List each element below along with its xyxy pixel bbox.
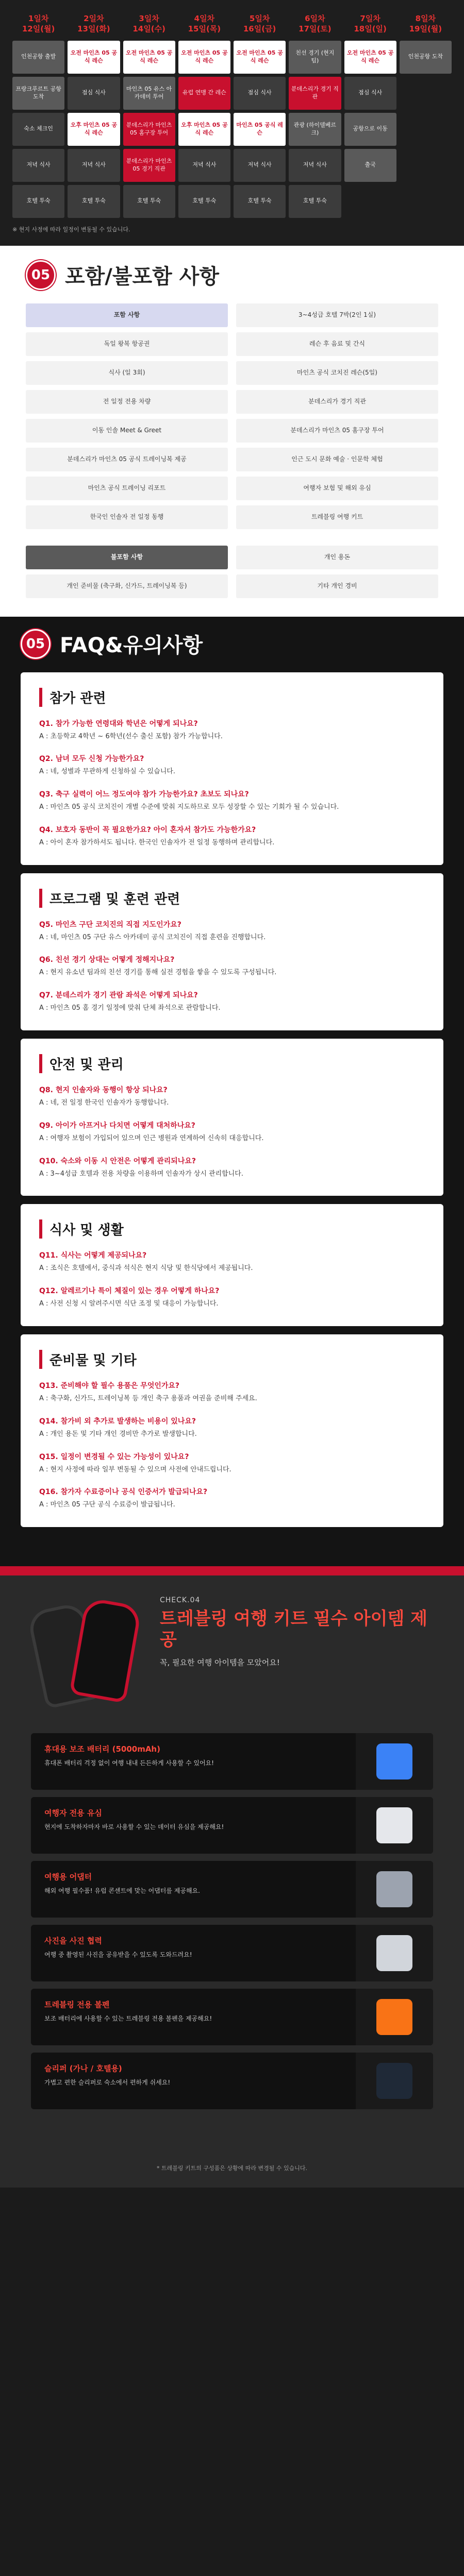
- day-label: 6일차: [305, 14, 325, 23]
- kit-item-desc: 보조 배터리에 사용할 수 있는 트레블링 전용 볼펜을 제공해요!: [44, 2015, 212, 2023]
- kit-item: [31, 1989, 433, 2045]
- kit-item-icon: [376, 1935, 412, 1971]
- schedule-cell: 점심 식사: [344, 77, 396, 110]
- faq-answer: A : 아이 혼자 참가하셔도 됩니다. 한국인 인솔자가 전 일정 동행하며 관리합니다.: [39, 838, 275, 846]
- include-item: 여행자 보험 및 해외 유심: [236, 477, 438, 500]
- schedule-cell: 분데스리가 마인츠 05 경기 직관: [123, 149, 175, 182]
- faq-question: Q4. 보호자 동반이 꼭 필요한가요? 아이 혼자서 참가도 가능한가요?: [39, 825, 256, 834]
- faq-card: [21, 672, 443, 865]
- schedule-cell: 저녁 식사: [178, 149, 230, 182]
- faq-card: [21, 1334, 443, 1527]
- faq-question: Q1. 참가 가능한 연령대와 학년은 어떻게 되나요?: [39, 719, 198, 728]
- kit-header: [31, 1596, 433, 1715]
- mainz05-logo-icon: 05: [26, 260, 56, 290]
- kit-item-image: [356, 1989, 433, 2045]
- day-label: 4일차: [194, 14, 215, 23]
- kit-subtitle: 꼭, 필요한 여행 아이템을 모았어요!: [160, 1657, 280, 1667]
- schedule-cell: 출국: [344, 149, 396, 182]
- schedule-cell: 프랑크푸르트 공항 도착: [12, 77, 64, 110]
- kit-item-text: [31, 1989, 356, 2045]
- include-grid: [26, 303, 438, 529]
- include-item: 분데스리가 경기 직관: [236, 390, 438, 414]
- schedule-cell: [344, 185, 396, 218]
- schedule-cell: 숙소 체크인: [12, 113, 64, 146]
- faq-answer: A : 축구화, 신가드, 트레이닝복 등 개인 축구 용품과 여권을 준비해 주세요.: [39, 1395, 257, 1403]
- schedule-grid: [12, 10, 452, 218]
- divider: [0, 1566, 464, 1575]
- kit-item-text: [31, 1925, 356, 1981]
- exclude-grid: [26, 546, 438, 598]
- faq-answer: A : 마인츠 05 공식 코치진이 개별 수준에 맞춰 지도하므로 모두 성장할 수 있는 기회가 될 수 있습니다.: [39, 803, 339, 811]
- faq-answer: A : 3~4성급 호텔과 전용 차량을 이용하며 인솔자가 상시 관리합니다.: [39, 1170, 243, 1178]
- kit-item-image: [356, 1733, 433, 1790]
- include-item: 마인츠 공식 코치진 레슨(5일): [236, 361, 438, 385]
- kit-item-desc: 휴대폰 배터리 걱정 없이 여행 내내 든든하게 사용할 수 있어요!: [44, 1759, 214, 1767]
- kit-item-text: [31, 1733, 356, 1790]
- schedule-cell: 오후 마인츠 05 공식 레슨: [178, 113, 230, 146]
- faq-category: 참가 관련: [39, 688, 425, 707]
- schedule-cell: 호텔 투숙: [123, 185, 175, 218]
- faq-question: Q16. 참가자 수료증이나 공식 인증서가 발급되나요?: [39, 1488, 208, 1497]
- include-item: 전 일정 전용 차량: [26, 390, 228, 414]
- schedule-day-header: [123, 10, 175, 38]
- schedule-cell: 마인츠 05 공식 레슨: [234, 113, 286, 146]
- kit-item-title: 여행자 전용 유심: [44, 1808, 102, 1818]
- include-heading: [26, 260, 438, 290]
- mainz05-logo-icon: 05: [21, 629, 51, 659]
- schedule-cell: [400, 149, 452, 182]
- include-item: 인근 도시 문화 예술 · 인문학 체험: [236, 448, 438, 471]
- schedule-day-header: [178, 10, 230, 38]
- kit-title-block: [160, 1596, 433, 1668]
- kit-item-icon: [376, 1743, 412, 1780]
- kit-check-label: CHECK.04: [160, 1596, 201, 1605]
- include-item: 한국인 인솔자 전 일정 동행: [26, 505, 228, 529]
- day-date: 13일(화): [77, 24, 110, 34]
- kit-item-desc: 여행 중 촬영된 사진을 공유받을 수 있도록 도와드려요!: [44, 1951, 192, 1959]
- kit-item-icon: [376, 1999, 412, 2035]
- day-date: 14일(수): [132, 24, 165, 34]
- kit-item: [31, 1797, 433, 1854]
- schedule-day-header: [289, 10, 341, 38]
- schedule-cell: 저녁 식사: [289, 149, 341, 182]
- schedule-cell: [400, 113, 452, 146]
- kit-item-image: [356, 2053, 433, 2109]
- kit-footnote: * 트레블링 키트의 구성품은 상황에 따라 변경될 수 있습니다.: [0, 2153, 464, 2188]
- include-item: 식사 (일 3회): [26, 361, 228, 385]
- goalkeeper-gloves-icon: [31, 1596, 144, 1715]
- kit-item-desc: 해외 여행 필수품! 유럽 콘센트에 맞는 어댑터를 제공해요.: [44, 1887, 200, 1895]
- faq-question: Q14. 참가비 외 추가로 발생하는 비용이 있나요?: [39, 1417, 196, 1426]
- schedule-cell: 유럽 연맹 간 레슨: [178, 77, 230, 110]
- faq-answer: A : 현지 유소년 팀과의 친선 경기를 통해 실전 경험을 쌓을 수 있도록 구성됩니다.: [39, 969, 277, 977]
- schedule-note: ※ 현지 사정에 따라 일정이 변동될 수 있습니다.: [12, 226, 130, 233]
- kit-item: [31, 1861, 433, 1918]
- kit-title: 트레블링 여행 키트 필수 아이템 제공: [160, 1608, 427, 1651]
- faq-answer: A : 현지 사정에 따라 일부 변동될 수 있으며 사전에 안내드립니다.: [39, 1465, 231, 1473]
- faq-question: Q7. 분데스리가 경기 관람 좌석은 어떻게 되나요?: [39, 991, 198, 1000]
- faq-question: Q8. 현지 인솔자와 동행이 항상 되나요?: [39, 1086, 168, 1095]
- include-item: 트레블링 여행 키트: [236, 505, 438, 529]
- kit-item-title: 사진을 사진 협력: [44, 1936, 102, 1946]
- kit-item: [31, 1925, 433, 1981]
- day-date: 12일(월): [22, 24, 55, 34]
- kit-item-text: [31, 2053, 356, 2109]
- faq-question: Q10. 숙소와 이동 시 안전은 어떻게 관리되나요?: [39, 1157, 196, 1165]
- kit-item-image: [356, 1925, 433, 1981]
- schedule-day-header: [234, 10, 286, 38]
- day-label: 5일차: [249, 14, 270, 23]
- day-date: 15일(목): [188, 24, 221, 34]
- schedule-day-header: [400, 10, 452, 38]
- schedule-cell: [400, 185, 452, 218]
- kit-item-desc: 현지에 도착하자마자 바로 사용할 수 있는 데이터 유심을 제공해요!: [44, 1823, 224, 1831]
- faq-question: Q9. 아이가 아프거나 다치면 어떻게 대처하나요?: [39, 1121, 195, 1130]
- faq-title: FAQ&유의사항: [60, 634, 203, 657]
- faq-question: Q5. 마인츠 구단 코치진의 직접 지도인가요?: [39, 920, 181, 929]
- kit-item-icon: [376, 1871, 412, 1907]
- kit-item-image: [356, 1861, 433, 1918]
- kit-item: [31, 1733, 433, 1790]
- faq-card: [21, 1204, 443, 1326]
- day-date: 16일(금): [243, 24, 276, 34]
- schedule-cell: 관광 (하이델베르크): [289, 113, 341, 146]
- faq-question: Q12. 알레르기나 특이 체질이 있는 경우 어떻게 하나요?: [39, 1287, 220, 1296]
- faq-section: [0, 617, 464, 1567]
- schedule-cell: 마인츠 05 유스 아카데미 투어: [123, 77, 175, 110]
- schedule-cell: 오전 마인츠 05 공식 레슨: [178, 41, 230, 74]
- kit-item-icon: [376, 2063, 412, 2099]
- day-date: 17일(토): [299, 24, 332, 34]
- faq-answer: A : 네, 성별과 무관하게 신청하실 수 있습니다.: [39, 768, 175, 776]
- faq-answer: A : 개인 용돈 및 기타 개인 경비만 추가로 발생합니다.: [39, 1430, 197, 1438]
- faq-category: 준비물 및 기타: [39, 1350, 425, 1369]
- schedule-cell: 호텔 투숙: [68, 185, 120, 218]
- schedule-cell: 분데스리가 경기 직관: [289, 77, 341, 110]
- schedule-cell: 인천공항 도착: [400, 41, 452, 74]
- schedule-cell: 오후 마인츠 05 공식 레슨: [68, 113, 120, 146]
- faq-card: [21, 1039, 443, 1196]
- kit-item-title: 슬리퍼 (가나 / 호텔용): [44, 2064, 122, 2074]
- faq-question: Q13. 준비해야 할 필수 용품은 무엇인가요?: [39, 1382, 180, 1391]
- faq-category: 프로그램 및 훈련 관련: [39, 889, 425, 908]
- faq-answer: A : 조식은 호텔에서, 중식과 석식은 현지 식당 및 한식당에서 제공됩니다.: [39, 1264, 253, 1273]
- schedule-cell: [400, 77, 452, 110]
- faq-category: 안전 및 관리: [39, 1054, 425, 1073]
- kit-section: [0, 1575, 464, 2153]
- faq-answer: A : 초등학교 4학년 ~ 6학년(선수 출신 포함) 참가 가능합니다.: [39, 732, 223, 740]
- schedule-cell: 점심 식사: [234, 77, 286, 110]
- faq-list: [21, 672, 443, 1528]
- schedule-cell: 인천공항 출발: [12, 41, 64, 74]
- faq-question: Q11. 식사는 어떻게 제공되나요?: [39, 1251, 147, 1260]
- faq-question: Q6. 친선 경기 상대는 어떻게 정해지나요?: [39, 956, 175, 964]
- faq-answer: A : 마인츠 05 홈 경기 일정에 맞춰 단체 좌석으로 관람합니다.: [39, 1004, 221, 1012]
- day-label: 7일차: [360, 14, 380, 23]
- include-section: [0, 246, 464, 617]
- faq-heading: [21, 629, 443, 659]
- include-item: 레슨 후 음료 및 간식: [236, 332, 438, 356]
- include-item: 3~4성급 호텔 7박(2인 1실): [236, 303, 438, 327]
- kit-item-title: 여행용 어댑터: [44, 1872, 92, 1882]
- day-date: 18일(일): [354, 24, 387, 34]
- day-label: 2일차: [84, 14, 104, 23]
- faq-answer: A : 네, 마인츠 05 구단 유스 아카데미 공식 코치진이 직접 훈련을 진행합니다.: [39, 933, 266, 941]
- schedule-cell: 오전 마인츠 05 공식 레슨: [344, 41, 396, 74]
- kit-list: [31, 1733, 433, 2109]
- include-item: 독일 왕복 항공권: [26, 332, 228, 356]
- schedule-cell: 분데스리가 마인츠 05 홈구장 투어: [123, 113, 175, 146]
- include-item: 분데스리가 마인츠 05 홈구장 투어: [236, 419, 438, 443]
- schedule-section: [0, 0, 464, 246]
- include-item: 이동 인솔 Meet & Greet: [26, 419, 228, 443]
- schedule-cell: 오전 마인츠 05 공식 레슨: [68, 41, 120, 74]
- faq-answer: A : 마인츠 05 구단 공식 수료증이 발급됩니다.: [39, 1501, 175, 1509]
- include-header: 포함 사항: [26, 303, 228, 327]
- schedule-cell: 호텔 투숙: [234, 185, 286, 218]
- day-date: 19일(월): [409, 24, 442, 34]
- faq-question: Q2. 남녀 모두 신청 가능한가요?: [39, 755, 144, 764]
- schedule-cell: 호텔 투숙: [178, 185, 230, 218]
- day-label: 8일차: [415, 14, 436, 23]
- schedule-day-header: [68, 10, 120, 38]
- exclude-item: 개인 준비물 (축구화, 신가드, 트레이닝복 등): [26, 574, 228, 598]
- kit-item-desc: 가볍고 편한 슬리퍼로 숙소에서 편하게 쉬세요!: [44, 2079, 171, 2087]
- faq-answer: A : 네, 전 일정 한국인 인솔자가 동행합니다.: [39, 1099, 169, 1107]
- kit-item-title: 트레블링 전용 볼펜: [44, 2000, 110, 2010]
- kit-item-icon: [376, 1807, 412, 1843]
- faq-category: 식사 및 생활: [39, 1219, 425, 1239]
- day-label: 3일차: [139, 14, 159, 23]
- schedule-cell: 호텔 투숙: [12, 185, 64, 218]
- kit-item: [31, 2053, 433, 2109]
- exclude-item: 개인 용돈: [236, 546, 438, 569]
- kit-item-text: [31, 1861, 356, 1918]
- schedule-cell: 공항으로 이동: [344, 113, 396, 146]
- exclude-header: 불포함 사항: [26, 546, 228, 569]
- schedule-cell: 점심 식사: [68, 77, 120, 110]
- schedule-day-header: [344, 10, 396, 38]
- faq-question: Q15. 일정이 변경될 수 있는 가능성이 있나요?: [39, 1452, 189, 1461]
- day-label: 1일차: [28, 14, 49, 23]
- schedule-cell: 저녁 식사: [12, 149, 64, 182]
- faq-question: Q3. 축구 실력이 어느 정도여야 참가 가능한가요? 초보도 되나요?: [39, 790, 249, 799]
- schedule-cell: 호텔 투숙: [289, 185, 341, 218]
- faq-card: [21, 873, 443, 1030]
- kit-item-image: [356, 1797, 433, 1854]
- exclude-item: 기타 개인 경비: [236, 574, 438, 598]
- kit-item-text: [31, 1797, 356, 1854]
- faq-answer: A : 여행자 보험이 가입되어 있으며 인근 병원과 연계하여 신속히 대응합니다.: [39, 1134, 264, 1142]
- faq-answer: A : 사전 신청 시 알려주시면 식단 조정 및 대응이 가능합니다.: [39, 1300, 219, 1308]
- schedule-cell: 오전 마인츠 05 공식 레슨: [234, 41, 286, 74]
- schedule-day-header: [12, 10, 64, 38]
- include-item: 마인츠 공식 트레이닝 리포트: [26, 477, 228, 500]
- include-title: 포함/불포함 사항: [65, 265, 220, 289]
- schedule-cell: 친선 경기 (현지 팀): [289, 41, 341, 74]
- schedule-cell: 저녁 식사: [68, 149, 120, 182]
- kit-item-title: 휴대용 보조 배터리 (5000mAh): [44, 1744, 160, 1754]
- include-item: 분데스리가 마인츠 05 공식 트레이닝복 제공: [26, 448, 228, 471]
- schedule-cell: 저녁 식사: [234, 149, 286, 182]
- schedule-cell: 오전 마인츠 05 공식 레슨: [123, 41, 175, 74]
